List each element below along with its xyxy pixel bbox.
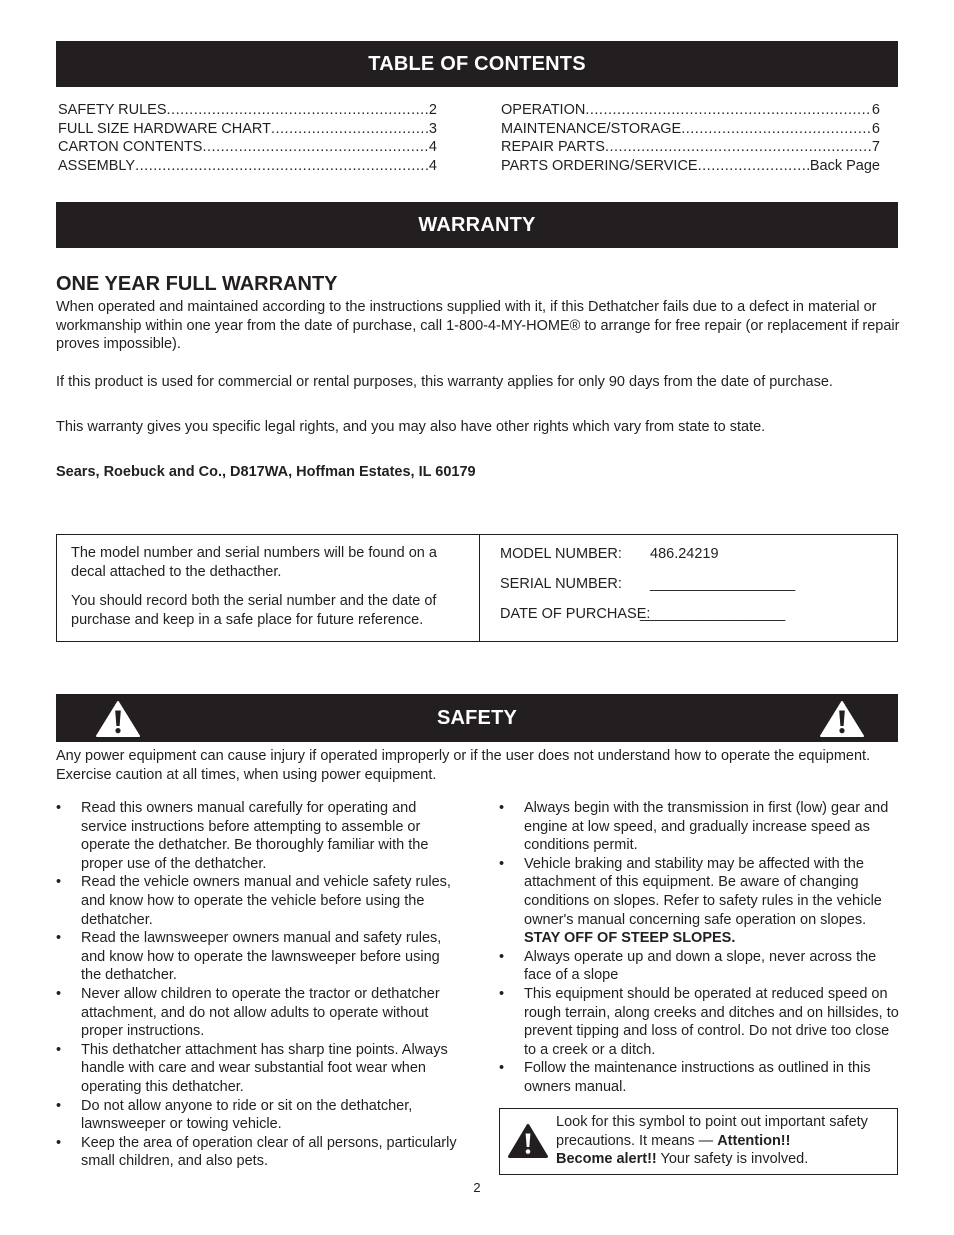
steep-slopes-warning: STAY OFF OF STEEP SLOPES.: [524, 930, 736, 947]
safety-intro: Any power equipment can cause injury if operated improperly or if the user does not understand how to operate the equipment. Exercise caution at all times, when using power equipment.: [56, 748, 871, 783]
safety-rules-left: [56, 799, 458, 1171]
toc-entry-label: MAINTENANCE/STORAGE: [501, 120, 682, 137]
safety-rule-item: • Vehicle braking and stability may be affected with the attachment of this equipment. Be aware of changing conditions on slopes. Refer to safety rules in the vehicle owner's manual concerning safe operation on slopes. STAY OFF OF STEEP SLOPES.: [499, 855, 901, 948]
toc-entry[interactable]: [58, 120, 437, 139]
warning-triangle-icon: [820, 701, 864, 737]
warranty-header-title: WARRANTY: [418, 213, 536, 236]
serial-number-field[interactable]: __________________: [650, 576, 796, 592]
safety-rule-item: • Follow the maintenance instructions as outlined in this owners manual.: [499, 1059, 901, 1096]
model-number-label: MODEL NUMBER:: [500, 546, 622, 562]
toc-entry-label: ASSEMBLY: [58, 157, 136, 174]
toc-entry[interactable]: [501, 120, 880, 139]
toc-entry-page: 2: [428, 102, 437, 118]
warning-triangle-icon: [508, 1124, 548, 1158]
toc-entry-page: 4: [428, 139, 437, 156]
toc-entry-label: FULL SIZE HARDWARE CHART: [58, 120, 271, 137]
safety-rule-item: • Keep the area of operation clear of all persons, particularly small children, and also pets.: [56, 1134, 458, 1171]
warranty-title: ONE YEAR FULL WARRANTY: [56, 273, 338, 295]
safety-rule-item: • Read this owners manual carefully for operating and service instructions before attempting to assemble or operate the dethatcher. Be thoroughly familiar with the proper use of the dethatcher.: [56, 799, 458, 873]
date-of-purchase-field[interactable]: __________________: [640, 606, 786, 622]
record-fields: [480, 535, 897, 641]
toc-entry-page: Back Page: [809, 157, 880, 174]
toc-entry-page: 6: [871, 120, 880, 137]
safety-rule-item: • This dethatcher attachment has sharp tine points. Always handle with care and wear substantial foot wear when operating this dethatcher.: [56, 1041, 458, 1097]
warranty-paragraph: When operated and maintained according to the instructions supplied with it, if this Dethatcher fails due to a defect in material or workmanship within one year from the date of purchase, call 1-800-4-MY-HOME® to arrange for free repair (or replacement if repair proves impossible).: [56, 299, 900, 353]
safety-rule-item: • Always operate up and down a slope, never across the face of a slope: [499, 948, 901, 985]
record-instructions-text: The model number and serial numbers will be found on a decal attached to the dethacther.: [71, 545, 437, 580]
warranty-header: [56, 202, 898, 248]
warranty-paragraph: This warranty gives you specific legal rights, and you may also have other rights which vary from state to state.: [56, 419, 766, 435]
safety-rule-item: • Do not allow anyone to ride or sit on the dethatcher, lawnsweeper or towing vehicle.: [56, 1097, 458, 1134]
record-instructions-text: You should record both the serial number and the date of purchase and keep in a safe place for future reference.: [71, 593, 437, 628]
toc-entry[interactable]: [58, 157, 437, 176]
toc-entry-page: 6: [871, 102, 880, 118]
toc-entry[interactable]: [501, 138, 880, 157]
warranty-paragraph: If this product is used for commercial or rental purposes, this warranty applies for only 90 days from the date of purchase.: [56, 374, 833, 390]
page-number: 2: [473, 1180, 481, 1195]
toc-entry[interactable]: [501, 101, 880, 120]
date-of-purchase-label: DATE OF PURCHASE:: [500, 606, 651, 622]
toc-left-column: [58, 101, 437, 175]
toc-entry-label: OPERATION: [501, 102, 586, 118]
toc-entry-page: 3: [428, 120, 437, 137]
safety-rules-right: [499, 799, 901, 1097]
safety-rule-item: • Always begin with the transmission in first (low) gear and engine at low speed, and gradually increase speed as conditions permit.: [499, 799, 901, 855]
safety-rule-item: • This equipment should be operated at reduced speed on rough terrain, along creeks and ditches and on hillsides, to prevent tipping and loss of control. Do not drive too close to a creek or a ditch.: [499, 985, 901, 1059]
toc-entry-label: CARTON CONTENTS: [58, 139, 203, 156]
toc-entry-label: REPAIR PARTS: [501, 139, 605, 156]
toc-entry-page: 4: [428, 157, 437, 174]
safety-rule-item: • Read the vehicle owners manual and vehicle safety rules, and know how to operate the vehicle before using the dethatcher.: [56, 873, 458, 929]
model-number-value: 486.24219: [650, 546, 719, 562]
warranty-address: Sears, Roebuck and Co., D817WA, Hoffman Estates, IL 60179: [56, 464, 476, 480]
toc-entry[interactable]: [501, 157, 880, 176]
safety-rule-item: • Never allow children to operate the tractor or dethatcher attachment, and do not allow adults to operate without proper instructions.: [56, 985, 458, 1041]
toc-entry[interactable]: [58, 101, 437, 120]
toc-title: TABLE OF CONTENTS: [368, 52, 586, 75]
toc-entry-label: SAFETY RULES: [58, 102, 167, 118]
record-instructions: [57, 535, 480, 641]
safety-header-title: SAFETY: [436, 706, 518, 729]
toc-header: [56, 41, 898, 87]
safety-header: [56, 694, 898, 742]
model-serial-record-box: [56, 534, 898, 642]
warning-triangle-icon: [96, 701, 140, 737]
toc-entry-page: 7: [871, 139, 880, 156]
serial-number-label: SERIAL NUMBER:: [500, 576, 622, 592]
safety-rule-item: • Read the lawnsweeper owners manual and safety rules, and know how to operate the lawnsweeper before using the dethatcher.: [56, 929, 458, 985]
safety-symbol-note: [499, 1108, 898, 1175]
safety-symbol-note-text: Look for this symbol to point out important safety precautions. It means — Attention!! Become alert!! Your safety is involved.: [556, 1114, 868, 1168]
toc-entry-label: PARTS ORDERING/SERVICE: [501, 157, 698, 174]
toc-right-column: [501, 101, 880, 175]
toc-entry[interactable]: [58, 138, 437, 157]
